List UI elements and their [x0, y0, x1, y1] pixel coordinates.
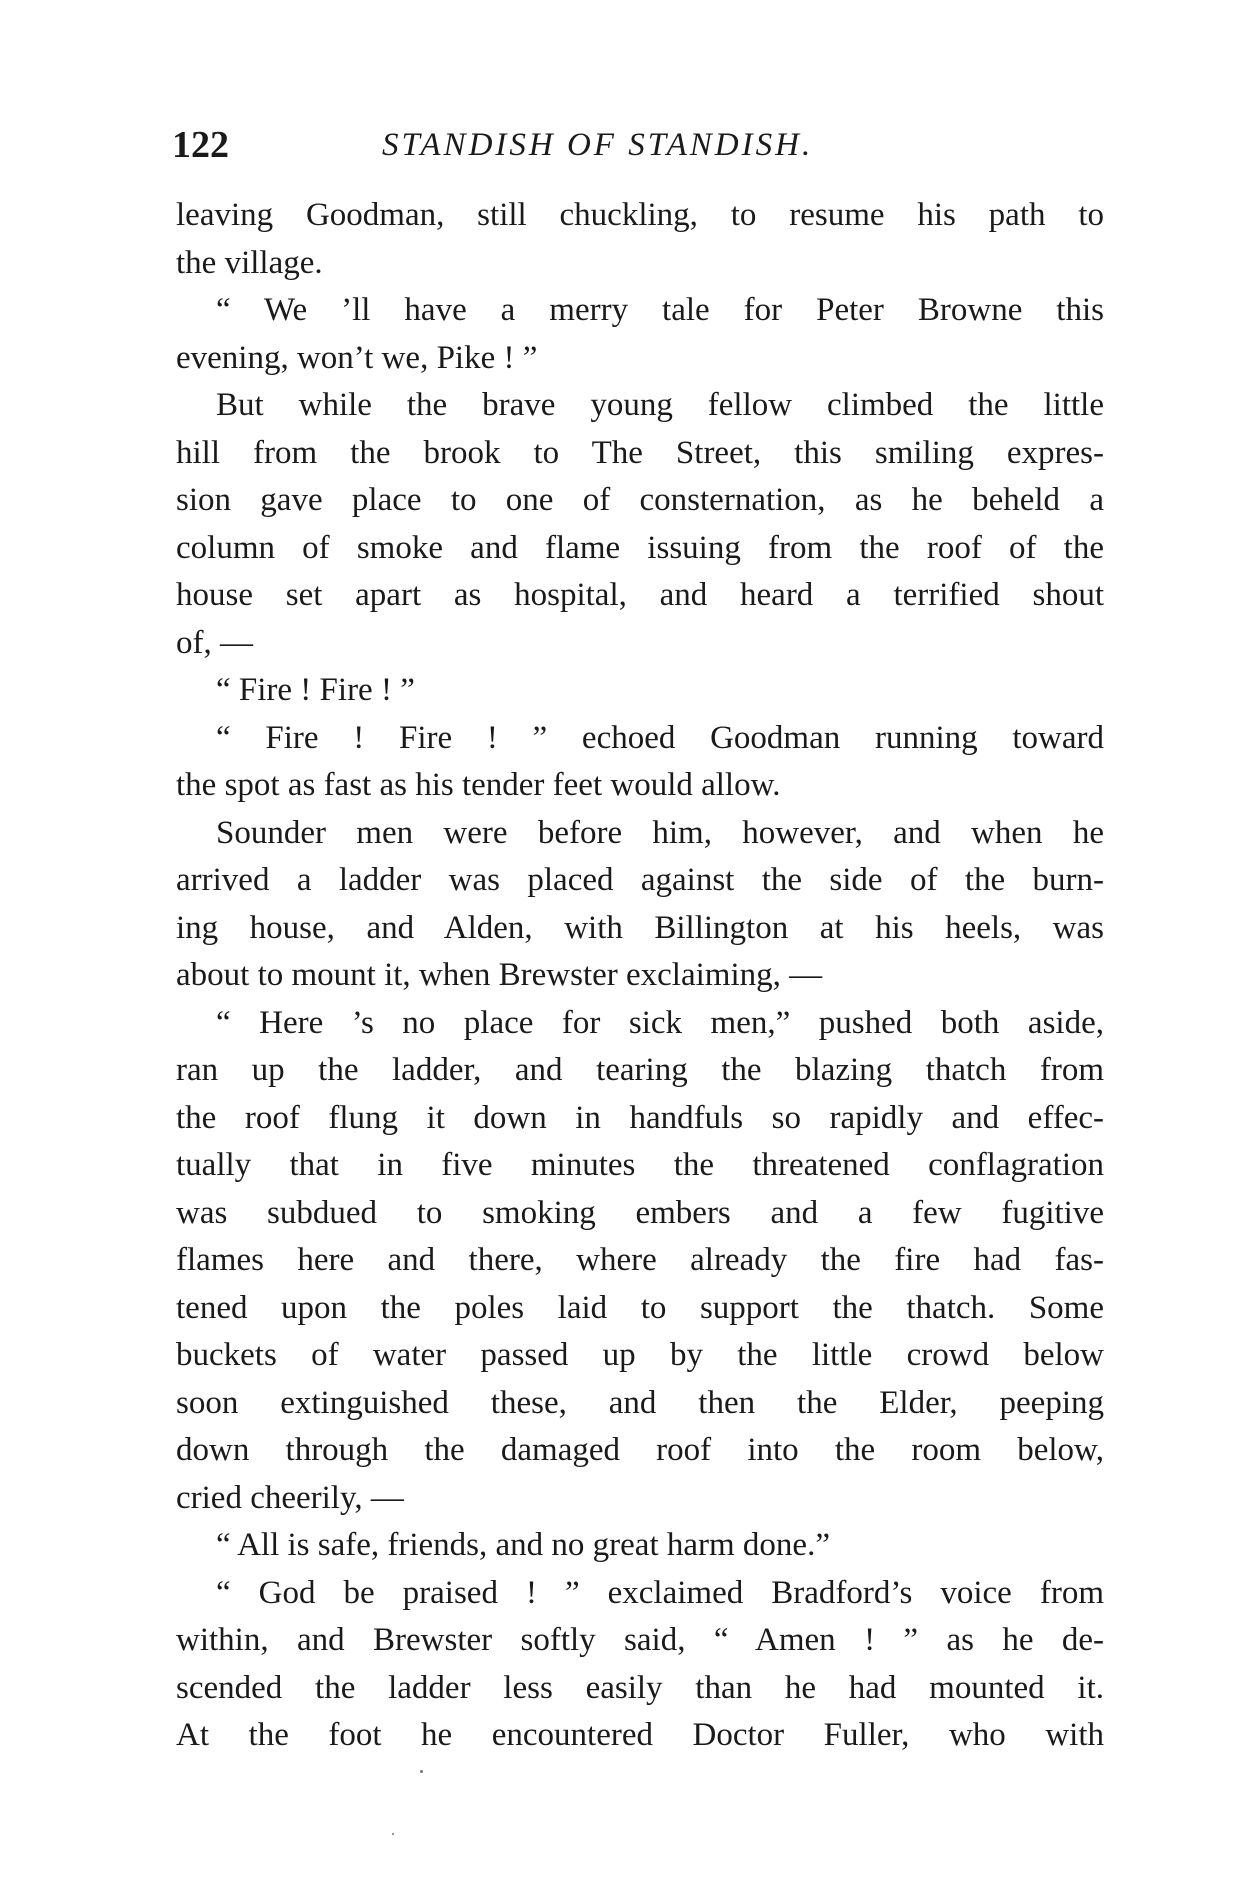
paper-speck — [420, 1770, 423, 1773]
text-line: of, — — [176, 624, 253, 661]
text-line: down through the damaged roof into the room below, — [176, 1432, 1104, 1468]
text-line: But while the brave young fellow climbed the little — [216, 387, 1104, 423]
text-line: about to mount it, when Brewster exclaiming, — — [176, 957, 823, 993]
text-line: leaving Goodman, still chuckling, to resume his path to — [176, 197, 1104, 233]
text-line: “ Here ’s no place for sick men,” pushed both aside, — [216, 1004, 1104, 1041]
text-line: soon extinguished these, and then the Elder, peeping — [176, 1384, 1104, 1421]
page-header — [172, 120, 1110, 170]
text-line: arrived a ladder was placed against the side of the burn- — [176, 862, 1104, 898]
text-line: ran up the ladder, and tearing the blazing thatch from — [176, 1052, 1104, 1088]
text-line: column of smoke and flame issuing from the roof of the — [176, 529, 1104, 566]
text-line: “ We ’ll have a merry tale for Peter Browne this — [216, 292, 1104, 328]
text-line: was subdued to smoking embers and a few fugitive — [176, 1194, 1104, 1231]
text-line: At the foot he encountered Doctor Fuller, who with — [176, 1717, 1104, 1753]
text-line: the village. — [176, 244, 323, 281]
text-line: flames here and there, where already the fire had fas- — [176, 1242, 1104, 1278]
running-title: STANDISH OF STANDISH. — [382, 127, 814, 163]
text-line: Sounder men were before him, however, and when he — [216, 814, 1104, 851]
text-line: “ Fire ! Fire ! ” echoed Goodman running toward — [216, 719, 1104, 756]
text-line: hill from the brook to The Street, this smiling expres- — [176, 434, 1104, 471]
text-line: sion gave place to one of consternation, as he beheld a — [176, 482, 1104, 518]
text-line: cried cheerily, — — [176, 1479, 404, 1516]
text-line: ing house, and Alden, with Billington at his heels, was — [176, 909, 1104, 946]
text-line: “ Fire ! Fire ! ” — [216, 672, 415, 708]
text-line: house set apart as hospital, and heard a terrified shout — [176, 577, 1104, 613]
text-line: tually that in five minutes the threatened conflagration — [176, 1147, 1104, 1183]
paper-speck — [392, 1833, 394, 1835]
text-line: “ God be praised ! ” exclaimed Bradford’s voice from — [216, 1574, 1104, 1611]
text-line: tened upon the poles laid to support the thatch. Some — [176, 1289, 1104, 1326]
text-line: within, and Brewster softly said, “ Amen ! ” as he de- — [176, 1622, 1104, 1658]
text-line: buckets of water passed up by the little crowd below — [176, 1337, 1104, 1373]
text-line: evening, won’t we, Pike ! ” — [176, 339, 538, 376]
page-number: 122 — [172, 124, 229, 166]
text-line: the spot as fast as his tender feet would allow. — [176, 767, 781, 803]
text-line: scended the ladder less easily than he had mounted it. — [176, 1669, 1104, 1706]
text-line: “ All is safe, friends, and no great harm done.” — [216, 1527, 830, 1563]
text-line: the roof flung it down in handfuls so rapidly and effec- — [176, 1099, 1104, 1136]
body-text — [176, 192, 1104, 1760]
